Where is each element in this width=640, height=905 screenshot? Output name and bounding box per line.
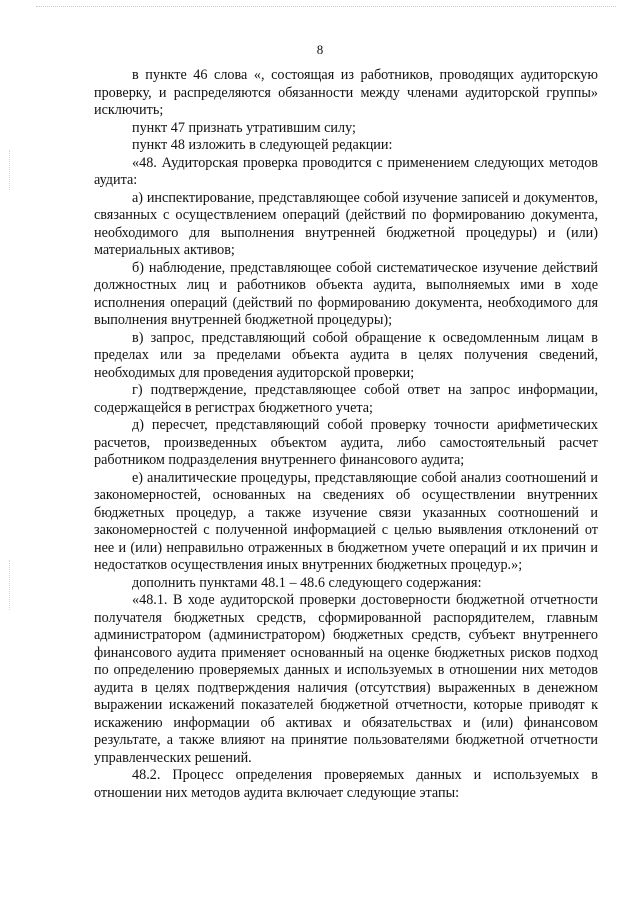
paragraph-48-b: б) наблюдение, представляющее собой систематическое изучение действий должностных лиц и работников объекта аудита, выполняемых ими в ходе исполнения операций (действий по формированию документа, необходимого для выполнения внутренней бюджетной процедуры); [94, 259, 598, 328]
paragraph-48-d: д) пересчет, представляющий собой проверку точности арифметических расчетов, произведенных объектом аудита, либо самостоятельный расчет работником подразделения внутреннего финансового аудита; [94, 417, 598, 468]
paragraph-48-g: г) подтверждение, представляющее собой ответ на запрос информации, содержащейся в регистрах бюджетного учета; [94, 382, 598, 416]
scan-margin-mark [9, 560, 10, 610]
document-body [94, 67, 598, 802]
paragraph-item-47: пункт 47 признать утратившим силу; [132, 119, 356, 136]
paragraph-48-2: 48.2. Процесс определения проверяемых данных и используемых в отношении них методов аудита включает следующие этапы: [94, 767, 598, 801]
page-number: 8 [316, 42, 324, 57]
paragraph-48-e: е) аналитические процедуры, представляющие собой анализ соотношений и закономерностей, основанных на сведениях об осуществлении внутренних бюджетных процедур, а также изучение связи указанных соотношений и закономерностей с полученной информацией с целью выявления отклонений от нее и (или) неправильно отраженных в бюджетном учете операций и их причин и недостатков осуществления иных внутренних бюджетных процедур.»; [94, 469, 598, 573]
paragraph-item-46: в пункте 46 слова «, состоящая из работников, проводящих аудиторскую проверку, и распределяются обязанности между членами аудиторской группы» исключить; [94, 67, 598, 118]
paragraph-48: «48. Аудиторская проверка проводится с применением следующих методов аудита: [94, 154, 598, 188]
scan-artifact-line [36, 6, 616, 7]
paragraph-item-48-intro: пункт 48 изложить в следующей редакции: [132, 137, 393, 153]
scan-margin-mark [9, 150, 10, 190]
paragraph-add-48-1-6: дополнить пунктами 48.1 – 48.6 следующего содержания: [132, 574, 482, 591]
paragraph-48-v: в) запрос, представляющий собой обращение к осведомленным лицам в пределах или за пределами объекта аудита в целях получения сведений, необходимых для проведения аудиторской проверки; [94, 329, 598, 381]
paragraph-48-1: «48.1. В ходе аудиторской проверки достоверности бюджетной отчетности получателя бюджетных средств, сформированной распорядителем, главным администратором (администратором) бюджетных средств, субъект внутреннего финансового аудита применяет основанный на оценке бюджетных рисков подход по определению проверяемых данных и используемых в отношении них методов аудита в целях подтверждения наличия (отсутствия) выраженных в денежном выражении искажений показателей бюджетной отчетности, которые приводят к искажению информации об активах и обязательствах и (или) финансовом результате, а также влияют на принятие пользователями бюджетной отчетности управленческих решений. [94, 592, 598, 766]
paragraph-48-a: а) инспектирование, представляющее собой изучение записей и документов, связанных с осуществлением операций (действий по формированию документа, необходимого для выполнения внутренней бюджетной процедуры) и (или) материальных активов; [94, 189, 598, 258]
